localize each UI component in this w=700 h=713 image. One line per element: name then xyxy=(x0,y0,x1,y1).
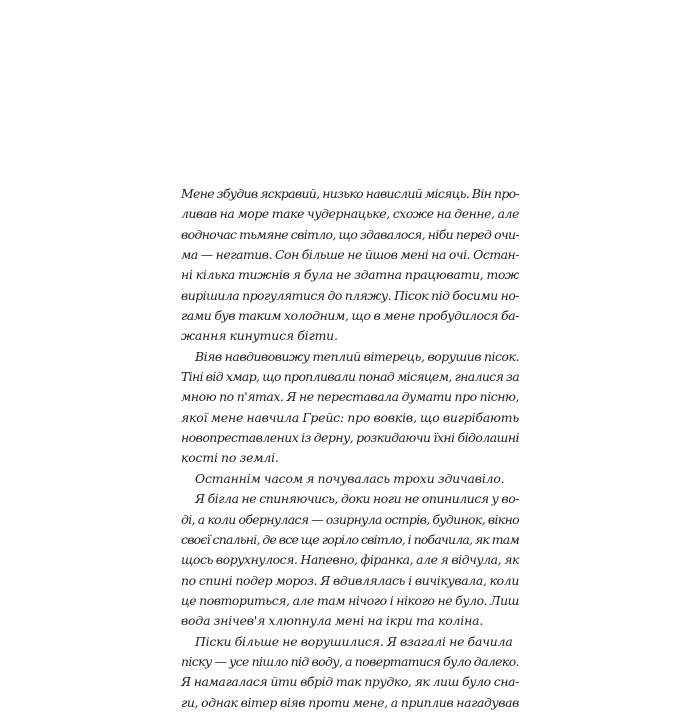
text-line: ма — негатив. Сон більше не йшов мені на очі. Остан- xyxy=(181,247,519,263)
text-line: вода знічев'я хлюпнула мені на ікри та коліна. xyxy=(181,613,484,629)
page-text xyxy=(181,184,519,713)
text-line: кості по землі. xyxy=(181,450,279,466)
text-line: мною по п'ятах. Я не переставала думати про пісню, xyxy=(181,389,519,405)
text-line: ні кілька тижнів я була не здатна працювати, тож xyxy=(181,267,519,283)
text-line: Я бігла не спиняючись, доки ноги не опинилися у во- xyxy=(195,491,519,507)
text-line: Останнім часом я почувалась трохи здичавіло. xyxy=(195,470,505,486)
text-line: гами був таким холодним, що в мене пробудилося ба- xyxy=(181,308,519,324)
text-line: по спині подер мороз. Я вдивлялась і вичікувала, коли xyxy=(181,572,519,588)
text-line: своєї спальні, де все ще горіло світло, і побачила, як там xyxy=(181,531,519,547)
text-line: жання кинутися бігти. xyxy=(181,328,338,344)
text-line: Тіні від хмар, що пропливали понад місяцем, гналися за xyxy=(181,369,519,385)
text-line: вирішила прогулятися до пляжу. Пісок під босими но- xyxy=(181,287,519,303)
text-line: Піски більше не ворушилися. Я взагалі не бачила xyxy=(195,633,513,649)
text-line: Віяв навдивовижу теплий вітерець, ворушив пісок. xyxy=(195,348,519,364)
text-line: ги, однак вітер віяв проти мене, а приплив нагадував xyxy=(181,694,519,710)
text-line: щось ворухнулося. Напевно, фіранка, але я відчула, як xyxy=(181,552,519,568)
text-line: Я намагалася йти вбрід так прудко, як лиш було сна- xyxy=(181,674,519,690)
text-line: ді, а коли обернулася — озирнула острів, будинок, вікно xyxy=(181,511,519,527)
text-line: новопреставлених із дерну, розкидаючи їхні бідолашні xyxy=(181,430,519,446)
text-line: це повториться, але там нічого і нікого не було. Лиш xyxy=(181,592,519,608)
text-line: ливав на море таке чудернацьке, схоже на денне, але xyxy=(181,206,519,222)
text-line: якої мене навчила Грейс: про вовків, що вигрібають xyxy=(181,409,519,425)
text-line: Мене збудив яскравий, низько навислий місяць. Він про- xyxy=(181,186,519,201)
text-line: піску — усе пішло під воду, а повертатися було далеко. xyxy=(181,653,519,669)
text-line: водночас тьмяне світло, що здавалося, ніби перед очи- xyxy=(181,226,519,242)
